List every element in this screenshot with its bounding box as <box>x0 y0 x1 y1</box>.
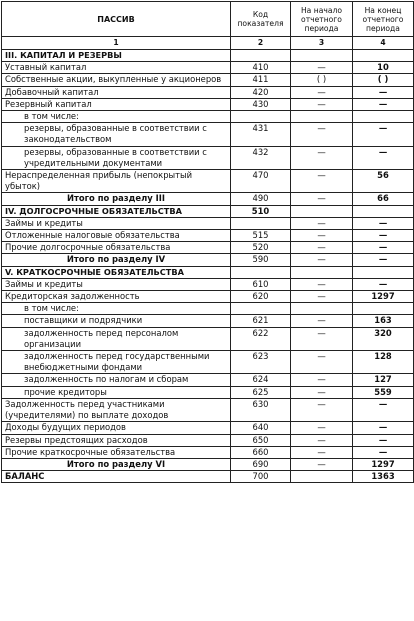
section-row <box>2 266 414 278</box>
row-end-value: — <box>353 278 414 290</box>
table-row <box>2 146 414 169</box>
table-row <box>2 278 414 290</box>
row-code: 650 <box>231 434 291 446</box>
row-start-value: — <box>291 278 353 290</box>
total-row <box>2 254 414 266</box>
row-end-value: — <box>353 98 414 110</box>
row-end-value: — <box>353 217 414 229</box>
row-end-value: ( ) <box>353 74 414 86</box>
row-label: Резервы предстоящих расходов <box>2 434 231 446</box>
row-label: Доходы будущих периодов <box>2 422 231 434</box>
row-start-value: — <box>291 242 353 254</box>
row-end-value <box>353 50 414 62</box>
row-code: 630 <box>231 398 291 421</box>
row-code: 420 <box>231 86 291 98</box>
liabilities-balance-table <box>1 1 414 483</box>
row-code: 622 <box>231 327 291 350</box>
table-row <box>2 434 414 446</box>
row-label: прочие кредиторы <box>2 386 231 398</box>
row-label: резервы, образованные в соответствии с законодательством <box>2 123 231 146</box>
row-end-value: 1363 <box>353 471 414 483</box>
row-start-value <box>291 205 353 217</box>
row-code: 623 <box>231 351 291 374</box>
row-end-value <box>353 205 414 217</box>
row-end-value: — <box>353 146 414 169</box>
table-row <box>2 291 414 303</box>
row-code: 470 <box>231 170 291 193</box>
row-code: 410 <box>231 62 291 74</box>
row-start-value: — <box>291 398 353 421</box>
row-label: Резервный капитал <box>2 98 231 110</box>
row-start-value: — <box>291 422 353 434</box>
row-end-value: — <box>353 254 414 266</box>
row-start-value <box>291 111 353 123</box>
column-number-row <box>2 37 414 50</box>
row-code: 700 <box>231 471 291 483</box>
row-start-value: — <box>291 230 353 242</box>
row-end-value: 66 <box>353 193 414 205</box>
header-code: Код показателя <box>231 2 291 37</box>
row-start-value: — <box>291 434 353 446</box>
row-end-value: — <box>353 398 414 421</box>
table-row <box>2 86 414 98</box>
row-start-value: — <box>291 291 353 303</box>
row-code: 520 <box>231 242 291 254</box>
row-code: 640 <box>231 422 291 434</box>
row-label: Прочие долгосрочные обязательства <box>2 242 231 254</box>
row-label: Итого по разделу III <box>2 193 231 205</box>
row-end-value: 127 <box>353 374 414 386</box>
row-end-value: — <box>353 86 414 98</box>
table-row <box>2 303 414 315</box>
row-label: Займы и кредиты <box>2 278 231 290</box>
row-code: 621 <box>231 315 291 327</box>
row-label: III. КАПИТАЛ И РЕЗЕРВЫ <box>2 50 231 62</box>
total-row <box>2 458 414 470</box>
row-end-value: 163 <box>353 315 414 327</box>
row-code: 490 <box>231 193 291 205</box>
row-code <box>231 266 291 278</box>
row-end-value: 320 <box>353 327 414 350</box>
row-start-value: — <box>291 254 353 266</box>
row-start-value <box>291 50 353 62</box>
section-row <box>2 50 414 62</box>
header-period-end: На конец отчетного периода <box>353 2 414 37</box>
row-label: Уставный капитал <box>2 62 231 74</box>
section-row <box>2 205 414 217</box>
row-start-value: — <box>291 315 353 327</box>
table-row <box>2 62 414 74</box>
row-end-value: 1297 <box>353 458 414 470</box>
row-code: 690 <box>231 458 291 470</box>
row-label: задолженность перед персоналом организации <box>2 327 231 350</box>
row-label: Итого по разделу VI <box>2 458 231 470</box>
row-code: 431 <box>231 123 291 146</box>
row-end-value <box>353 266 414 278</box>
row-start-value: — <box>291 123 353 146</box>
table-row <box>2 242 414 254</box>
row-start-value <box>291 266 353 278</box>
table-row <box>2 74 414 86</box>
table-row <box>2 422 414 434</box>
row-start-value: — <box>291 386 353 398</box>
row-code: 620 <box>231 291 291 303</box>
row-label: Задолженность перед участниками (учредителями) по выплате доходов <box>2 398 231 421</box>
row-start-value: — <box>291 458 353 470</box>
row-code <box>231 111 291 123</box>
row-code: 432 <box>231 146 291 169</box>
row-code: 515 <box>231 230 291 242</box>
balance-row <box>2 471 414 483</box>
table-row <box>2 315 414 327</box>
row-start-value: — <box>291 62 353 74</box>
row-start-value: — <box>291 327 353 350</box>
row-label: БАЛАНС <box>2 471 231 483</box>
row-code: 660 <box>231 446 291 458</box>
row-start-value: — <box>291 86 353 98</box>
row-code: 590 <box>231 254 291 266</box>
row-end-value: 1297 <box>353 291 414 303</box>
row-code: 510 <box>231 205 291 217</box>
table-row <box>2 374 414 386</box>
row-label: IV. ДОЛГОСРОЧНЫЕ ОБЯЗАТЕЛЬСТВА <box>2 205 231 217</box>
row-end-value: — <box>353 230 414 242</box>
row-end-value: 56 <box>353 170 414 193</box>
row-start-value: ( ) <box>291 74 353 86</box>
row-start-value: — <box>291 217 353 229</box>
row-label: в том числе: <box>2 111 231 123</box>
table-row <box>2 230 414 242</box>
row-start-value <box>291 303 353 315</box>
column-number: 3 <box>291 37 353 50</box>
row-start-value <box>291 471 353 483</box>
row-start-value: — <box>291 170 353 193</box>
row-label: задолженность по налогам и сборам <box>2 374 231 386</box>
row-code: 411 <box>231 74 291 86</box>
row-start-value: — <box>291 374 353 386</box>
row-end-value: 559 <box>353 386 414 398</box>
table-row <box>2 386 414 398</box>
row-end-value: — <box>353 123 414 146</box>
row-label: поставщики и подрядчики <box>2 315 231 327</box>
table-row <box>2 170 414 193</box>
table-row <box>2 398 414 421</box>
column-number: 4 <box>353 37 414 50</box>
row-start-value: — <box>291 446 353 458</box>
row-end-value: 128 <box>353 351 414 374</box>
row-label: V. КРАТКОСРОЧНЫЕ ОБЯЗАТЕЛЬСТВА <box>2 266 231 278</box>
row-label: Займы и кредиты <box>2 217 231 229</box>
table-row <box>2 446 414 458</box>
row-start-value: — <box>291 193 353 205</box>
row-start-value: — <box>291 351 353 374</box>
column-number: 2 <box>231 37 291 50</box>
header-period-start: На начало отчетного периода <box>291 2 353 37</box>
row-label: резервы, образованные в соответствии с учредительными документами <box>2 146 231 169</box>
row-label: Прочие краткосрочные обязательства <box>2 446 231 458</box>
row-start-value: — <box>291 98 353 110</box>
table-row <box>2 351 414 374</box>
row-code: 625 <box>231 386 291 398</box>
row-end-value: — <box>353 446 414 458</box>
table-row <box>2 98 414 110</box>
row-code: 624 <box>231 374 291 386</box>
row-end-value: — <box>353 422 414 434</box>
row-label: Добавочный капитал <box>2 86 231 98</box>
row-code: 610 <box>231 278 291 290</box>
header-row <box>2 2 414 37</box>
row-start-value: — <box>291 146 353 169</box>
header-liabilities: ПАССИВ <box>2 2 231 37</box>
row-end-value <box>353 303 414 315</box>
column-number: 1 <box>2 37 231 50</box>
row-label: Собственные акции, выкупленные у акционеров <box>2 74 231 86</box>
row-code <box>231 50 291 62</box>
row-label: Нераспределенная прибыль (непокрытый убыток) <box>2 170 231 193</box>
table-row <box>2 123 414 146</box>
row-label: Кредиторская задолженность <box>2 291 231 303</box>
row-code <box>231 217 291 229</box>
row-code <box>231 303 291 315</box>
table-row <box>2 111 414 123</box>
row-label: Отложенные налоговые обязательства <box>2 230 231 242</box>
table-row <box>2 217 414 229</box>
row-end-value: 10 <box>353 62 414 74</box>
row-end-value: — <box>353 242 414 254</box>
row-label: Итого по разделу IV <box>2 254 231 266</box>
total-row <box>2 193 414 205</box>
row-code: 430 <box>231 98 291 110</box>
row-label: задолженность перед государственными внебюджетными фондами <box>2 351 231 374</box>
row-end-value: — <box>353 434 414 446</box>
row-end-value <box>353 111 414 123</box>
row-label: в том числе: <box>2 303 231 315</box>
table-row <box>2 327 414 350</box>
